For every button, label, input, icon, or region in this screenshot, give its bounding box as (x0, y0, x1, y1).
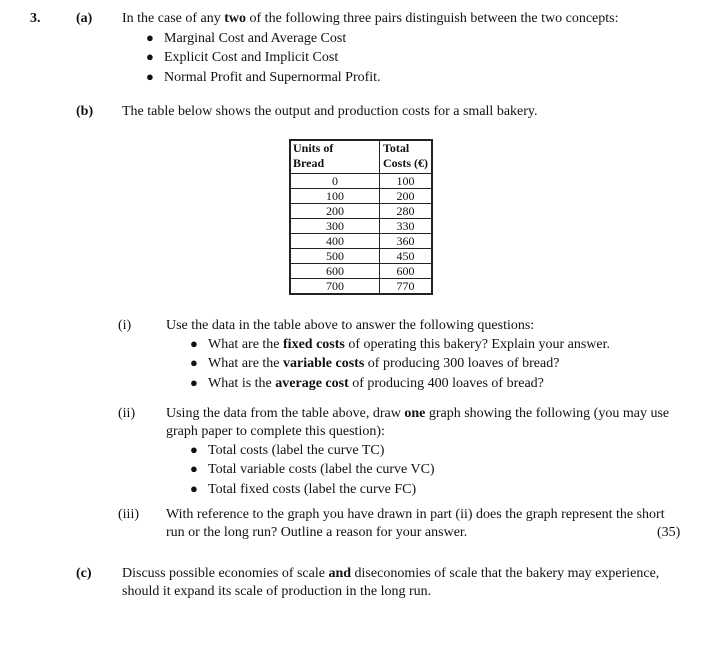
bullet-icon: ● (190, 442, 198, 457)
item-text: Total costs (label the curve TC) (208, 443, 385, 458)
part-a-intro (122, 11, 619, 27)
units-cell: 100 (290, 189, 380, 204)
sub-i-label: (i) (118, 318, 132, 333)
ii-bold: one (404, 406, 426, 421)
bullet-icon: ● (190, 336, 198, 351)
b3-pre: What is the (208, 376, 276, 391)
part-a-intro-post: of the following three pairs distinguish between the two concepts: (246, 11, 619, 26)
b3-post: of producing 400 loaves of bread? (348, 376, 544, 391)
table-row (290, 219, 432, 234)
pair-text: Normal Profit and Supernormal Profit. (164, 70, 381, 85)
b2-post: of producing 300 loaves of bread? (364, 356, 560, 371)
cost-cell: 770 (380, 279, 433, 295)
header-units-line1: Units of (293, 141, 334, 155)
part-a-pair-1 (146, 30, 346, 47)
units-cell: 200 (290, 204, 380, 219)
question-number: 3. (30, 11, 41, 26)
sub-iii-line2: run or the long run? Outline a reason for your answer. (166, 525, 468, 540)
cost-cell: 200 (380, 189, 433, 204)
table-row (290, 189, 432, 204)
pair-text: Explicit Cost and Implicit Cost (164, 50, 339, 65)
header-costs-line1: Total (383, 141, 410, 155)
units-cell: 500 (290, 249, 380, 264)
bullet-icon: ● (146, 49, 154, 64)
sub-iii-line1: With reference to the graph you have drawn in part (ii) does the graph represent the short (166, 507, 665, 522)
part-a-pair-2 (146, 49, 338, 66)
part-b-label: (b) (76, 104, 94, 119)
table-row (290, 264, 432, 279)
sub-ii-item-2 (190, 461, 435, 478)
header-costs (380, 140, 433, 174)
part-a-intro-pre: In the case of any (122, 11, 225, 26)
sub-ii-line1 (166, 406, 669, 422)
bullet-icon: ● (190, 375, 198, 390)
part-c-line2: should it expand its scale of production in the long run. (122, 584, 432, 599)
sub-i-text: Use the data in the table above to answer the following questions: (166, 318, 535, 333)
header-units-line2: Bread (293, 156, 325, 170)
part-a-pair-3 (146, 69, 381, 86)
item-text: Total fixed costs (label the curve FC) (208, 482, 417, 497)
table-row (290, 174, 432, 189)
b3-bold: average cost (275, 376, 349, 391)
ii-pre: Using the data from the table above, draw (166, 406, 405, 421)
units-cell: 0 (290, 174, 380, 189)
units-cell: 600 (290, 264, 380, 279)
item-text: Total variable costs (label the curve VC) (208, 462, 435, 477)
b2-bold: variable costs (283, 356, 365, 371)
part-c-line1 (122, 566, 659, 582)
sub-iii-label: (iii) (118, 507, 139, 522)
ii-post: graph showing the following (you may use (425, 406, 670, 421)
c-post: diseconomies of scale that the bakery may experience, (351, 566, 660, 581)
sub-ii-line2: graph paper to complete this question): (166, 424, 385, 439)
table-row (290, 279, 432, 295)
table-row (290, 204, 432, 219)
cost-table (289, 139, 433, 295)
part-a-label: (a) (76, 11, 93, 26)
sub-i-bullet-2 (190, 355, 559, 372)
b1-pre: What are the (208, 337, 284, 352)
table-row (290, 234, 432, 249)
units-cell: 700 (290, 279, 380, 295)
part-a-intro-bold: two (224, 11, 247, 26)
part-b-intro: The table below shows the output and production costs for a small bakery. (122, 104, 538, 119)
sub-ii-label: (ii) (118, 406, 136, 421)
pair-text: Marginal Cost and Average Cost (164, 31, 347, 46)
cost-cell: 600 (380, 264, 433, 279)
bullet-icon: ● (146, 30, 154, 45)
bullet-icon: ● (190, 481, 198, 496)
cost-cell: 450 (380, 249, 433, 264)
b2-pre: What are the (208, 356, 284, 371)
units-cell: 400 (290, 234, 380, 249)
b1-post: of operating this bakery? Explain your answer. (344, 337, 610, 352)
c-pre: Discuss possible economies of scale (122, 566, 329, 581)
units-cell: 300 (290, 219, 380, 234)
marks: (35) (657, 525, 681, 540)
bullet-icon: ● (146, 69, 154, 84)
header-units (290, 140, 380, 174)
cost-cell: 330 (380, 219, 433, 234)
table-header-row (290, 140, 432, 174)
sub-i-bullet-3 (190, 375, 544, 392)
b1-bold: fixed costs (283, 337, 345, 352)
cost-cell: 280 (380, 204, 433, 219)
cost-cell: 100 (380, 174, 433, 189)
table-row (290, 249, 432, 264)
bullet-icon: ● (190, 355, 198, 370)
header-costs-line2: Costs (€) (383, 156, 428, 170)
bullet-icon: ● (190, 461, 198, 476)
sub-ii-item-3 (190, 481, 416, 498)
c-bold: and (328, 566, 352, 581)
sub-ii-item-1 (190, 442, 384, 459)
sub-i-bullet-1 (190, 336, 610, 353)
cost-cell: 360 (380, 234, 433, 249)
part-c-label: (c) (76, 566, 92, 581)
